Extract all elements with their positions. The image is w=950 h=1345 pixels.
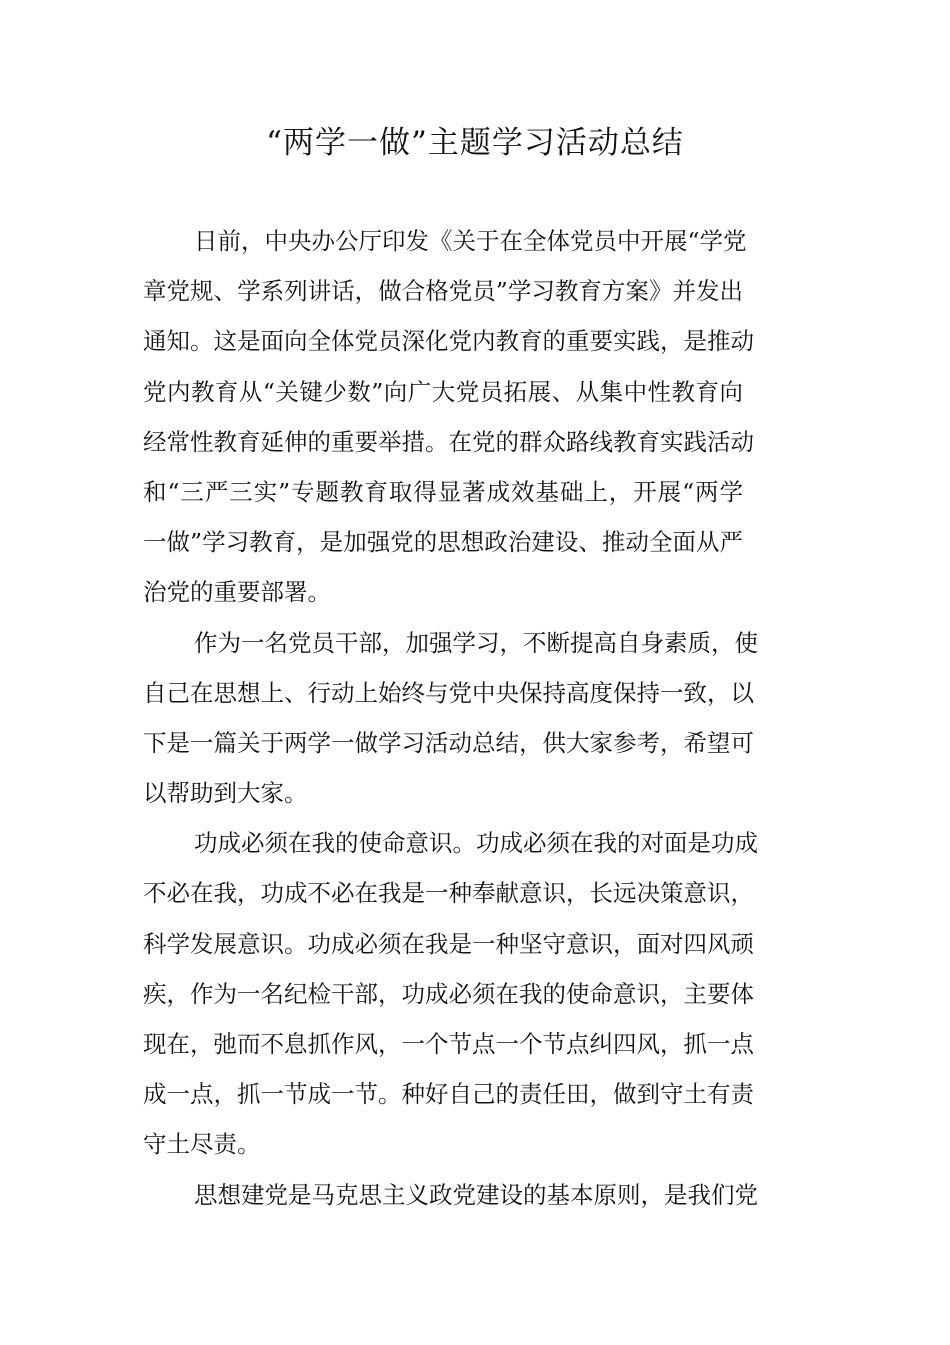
paragraph-3-line-7: 守土尽责。: [143, 1130, 261, 1159]
paragraph-2-line-2: 自己在思想上、行动上始终与党中央保持高度保持一致，以: [143, 678, 754, 707]
document-title: “两学一做”主题学习活动总结: [266, 125, 684, 161]
paragraph-1-line-6: 和“三严三实”专题教育取得显著成效基础上，开展“两学: [143, 477, 743, 506]
paragraph-3-line-2: 不必在我，功成不必在我是一种奉献意识，长远决策意识，: [143, 879, 754, 908]
paragraph-3-line-4: 疾，作为一名纪检干部，功成必须在我的使命意识，主要体: [143, 979, 754, 1008]
paragraph-1-line-8: 治党的重要部署。: [143, 578, 331, 607]
paragraph-1-line-2: 章党规、学系列讲话，做合格党员”学习教育方案》并发出: [143, 277, 743, 306]
paragraph-3-line-5: 现在，弛而不息抓作风，一个节点一个节点纠四风，抓一点: [143, 1030, 754, 1058]
paragraph-2-line-3: 下是一篇关于两学一做学习活动总结，供大家参考，希望可: [143, 728, 754, 757]
paragraph-1-line-3: 通知。这是面向全体党员深化党内教育的重要实践，是推动: [143, 327, 754, 356]
paragraph-1-line-7: 一做”学习教育，是加强党的思想政治建设、推动全面从严: [143, 528, 743, 557]
paragraph-1-line-5: 经常性教育延伸的重要举措。在党的群众路线教育实践活动: [143, 427, 754, 456]
paragraph-2-line-4: 以帮助到大家。: [143, 779, 308, 808]
paragraph-4-line-1: 思想建党是马克思主义政党建设的基本原则，是我们党: [194, 1180, 758, 1209]
paragraph-2-line-1: 作为一名党员干部，加强学习，不断提高自身素质，使: [194, 628, 758, 657]
paragraph-3-line-3: 科学发展意识。功成必须在我是一种坚守意识，面对四风顽: [143, 929, 754, 958]
paragraph-1-line-4: 党内教育从“关键少数”向广大党员拓展、从集中性教育向: [143, 377, 743, 406]
paragraph-3-line-6: 成一点，抓一节成一节。种好自己的责任田，做到守土有责: [143, 1080, 754, 1109]
paragraph-1-line-1: 日前，中央办公厅印发《关于在全体党员中开展“学党: [194, 227, 747, 255]
document-body: [143, 216, 758, 1220]
paragraph-3-line-1: 功成必须在我的使命意识。功成必须在我的对面是功成: [194, 829, 758, 858]
